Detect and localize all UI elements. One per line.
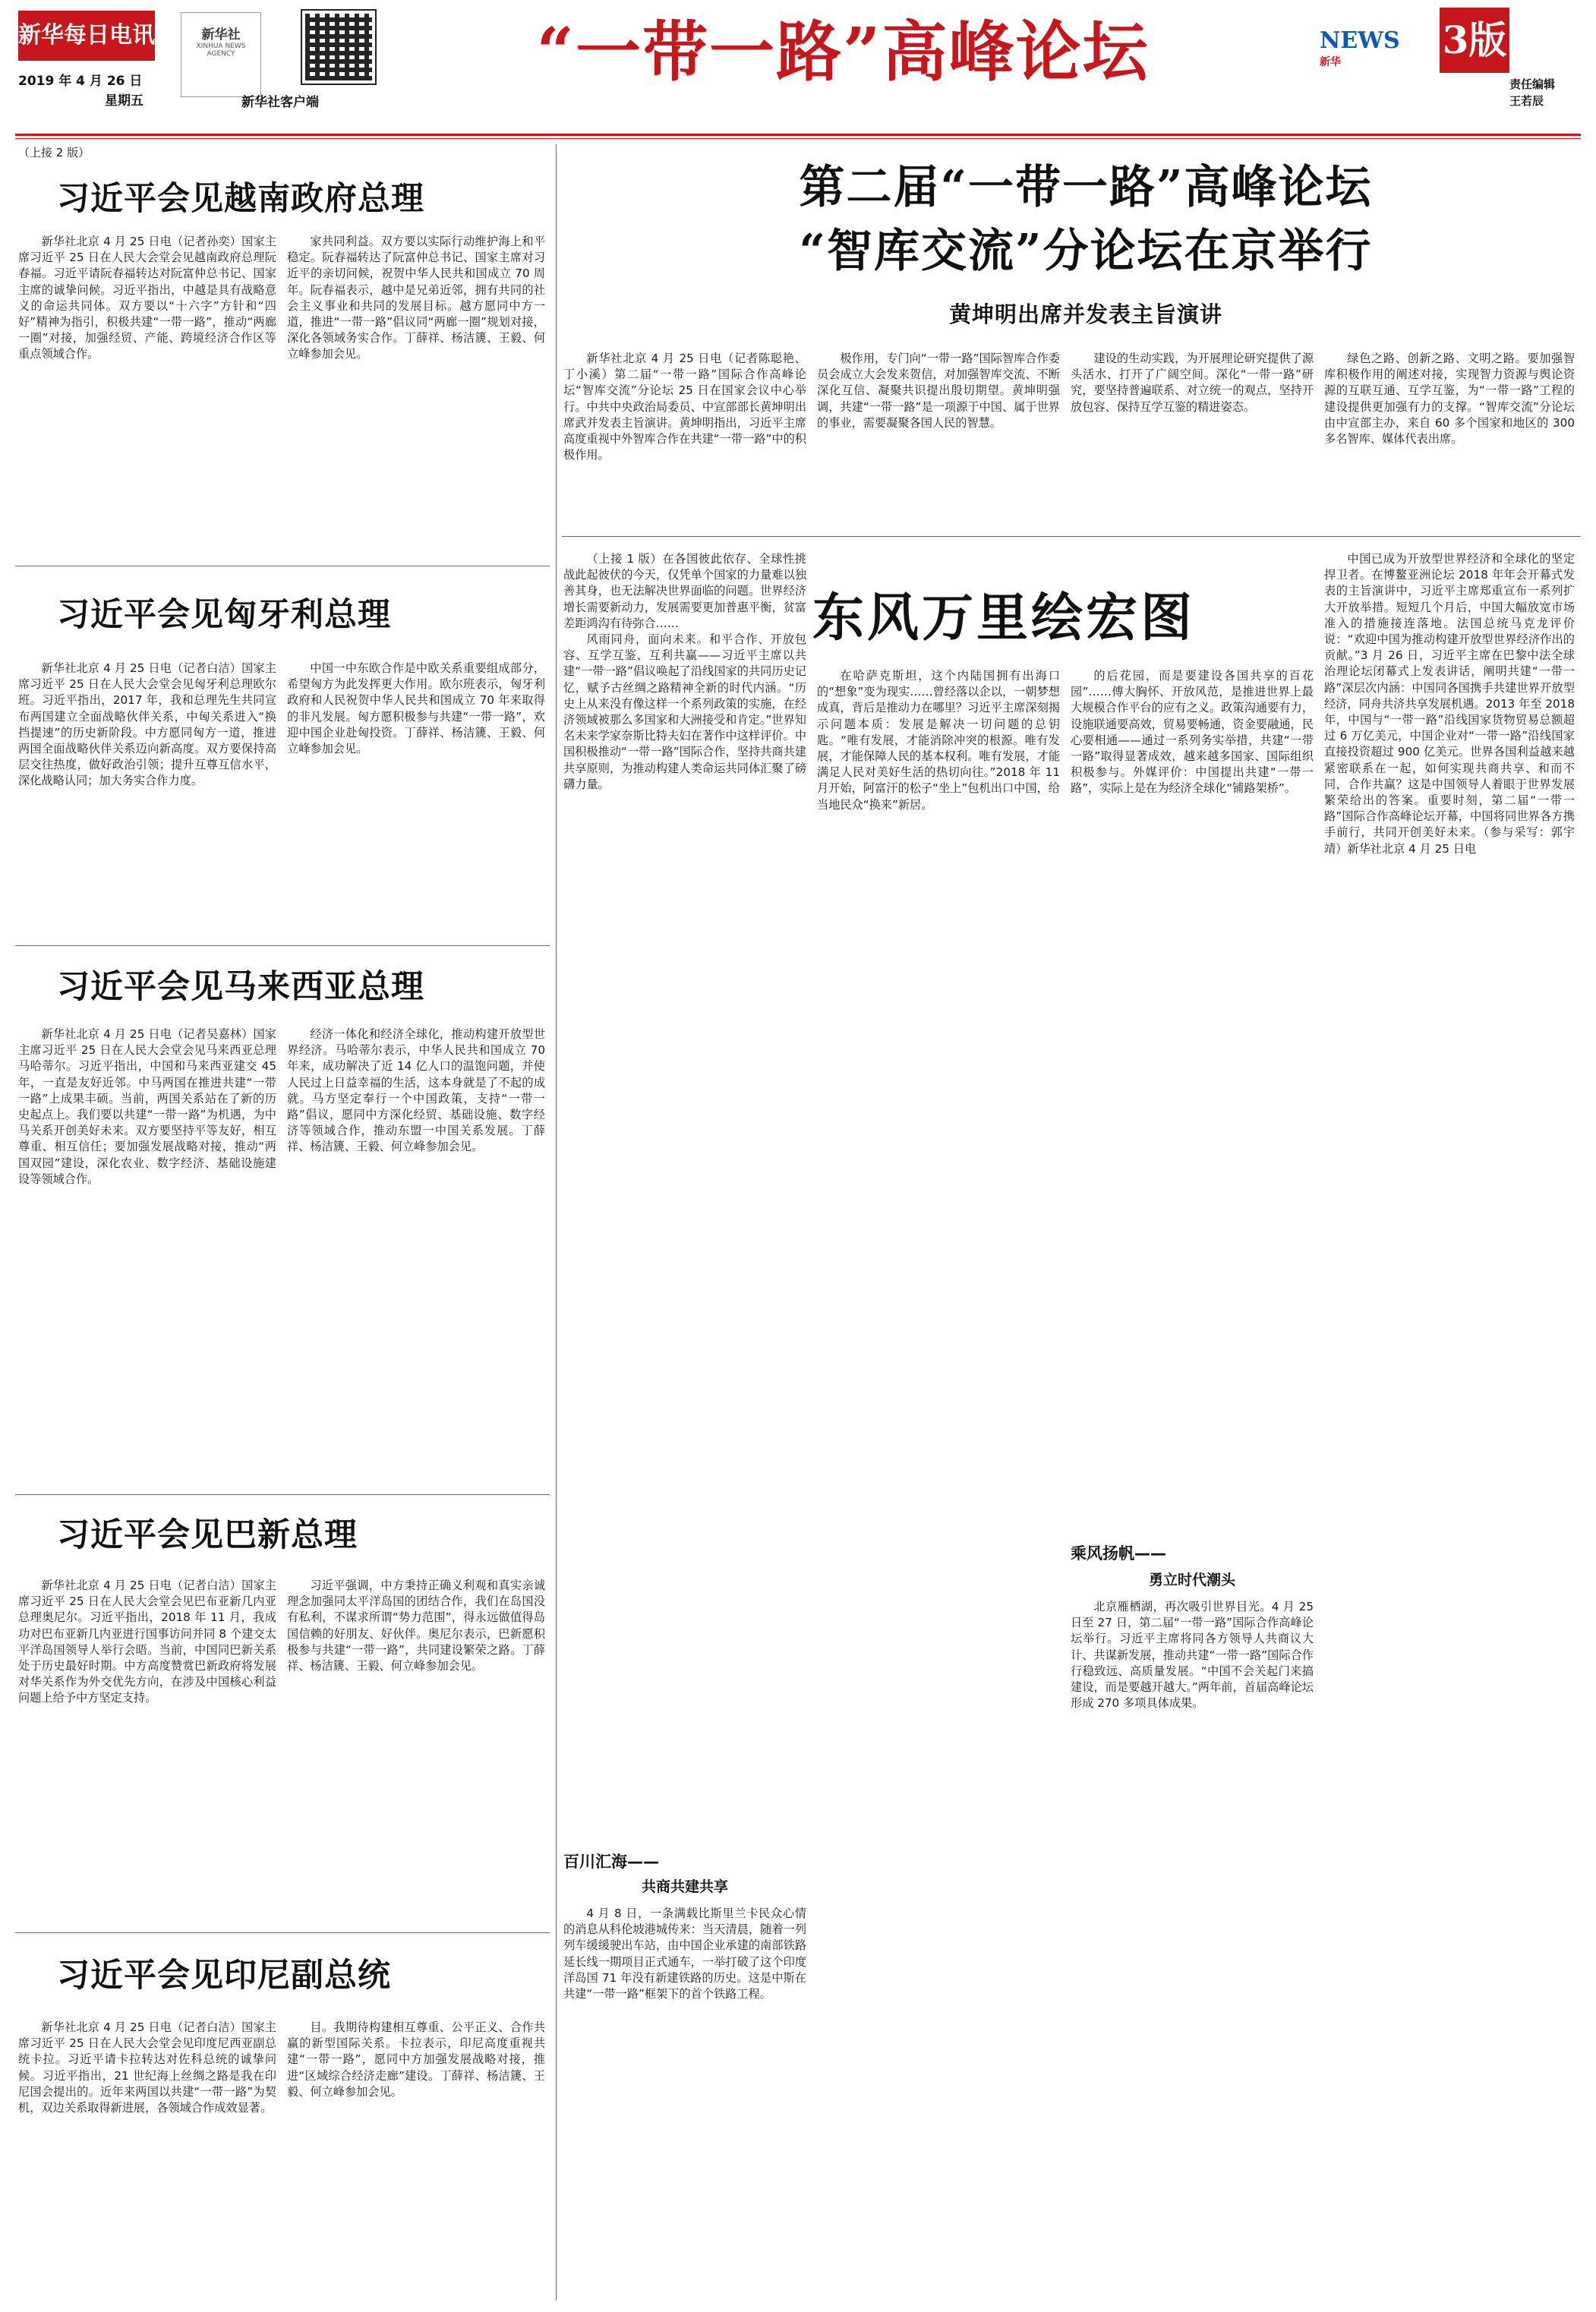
article-text: 在哈萨克斯坦，这个内陆国拥有出海口的“想象”变为现实……曾经落以企以，一朝梦想成真，背后是推动力在哪里？习近平主席深刻揭示问题本质：发展是解决一切问题的总钥匙。“唯有发展，才能消除冲突的根源。唯有发展，才能保障人民的基本权利。唯有发展，才能满足人民对美好生活的热切向往。”2018 年 11 月开始，阿富汗的松子“坐上”包机出口中国，给当地民众“换来”新居。 xyxy=(817,669,1060,812)
section-body-1 xyxy=(563,1906,806,2301)
lead-divider xyxy=(562,536,1581,537)
article-text: 中国已成为开放型世界经济和全球化的坚定捍卫者。在博鳌亚洲论坛 2018 年年会开幕式发表的主旨演讲中，习近平主席郑重宣布一系列扩大开放举措。短短几个月后，中国大幅放宽市场准入的措施接连落地。法国总统马克龙评价说：“欢迎中国为推动构建开放型世界经济作出的贡献。”3 月 26 日，习近平主席在巴黎中法全球治理论坛闭幕式上发表讲话，阐明共建“一带一路”深层次内涵：中国同各国携手共建世界开放型经济，同舟共济共享发展机遇。2013 年至 2018 年，中国与“一带一路”沿线国家货物贸易总额超过 6 万亿美元，中国企业对“一带一路”沿线国家直接投资超过 900 亿美元。世界各国利益越来越紧密联系在一起，如何实现共商共享、和而不同，合作共赢？这是中国领导人着眼于世界发展繁荣给出的答案。重要时刻，第二届“一带一路”国际合作高峰论坛开幕，中国将同世界各方携手前行，共同开创美好未来。（参与采写：郭宇靖）新华社北京 4 月 25 日电 xyxy=(1324,552,1575,856)
article-title-vietnam: 习近平会见越南政府总理 xyxy=(57,180,424,218)
article-text: 4 月 8 日，一条满载比斯里兰卡民众心情的消息从科伦坡港城传来：当天清晨，随着一列列车缓缓驶出车站，由中国企业承建的南部铁路延长线一期项目正式通车，一举打破了这个印度洋岛国 71 年没有新建铁路的历史。这是中斯在共建“一带一路”框架下的首个铁路工程。 xyxy=(563,1907,806,2001)
article-body-hungary-col1 xyxy=(18,661,276,934)
article-divider xyxy=(15,1494,550,1495)
article-body-vietnam-col1 xyxy=(18,234,276,545)
news-logo xyxy=(1320,27,1403,96)
article-text: 新华社北京 4 月 25 日电（记者吴嘉林）国家主席习近平 25 日在人民大会堂会见马来西亚总理马哈蒂尔。习近平指出，中国和马来西亚建交 45 年，一直是友好近邻。中马两国在推进共建“一带一路”上成果丰硕。当前，两国关系站在了新的历史起点上。我们要以共建“一带一路”为机遇，为中马关系开创美好未来。双方要坚持平等友好，相互尊重、相互信任；要加强发展战略对接，推动“两国双园”建设，深化农业、数字经济、基础设施建设等领域合作。 xyxy=(18,1027,276,1186)
article-text: 新华社北京 4 月 25 日电（记者白洁）国家主席习近平 25 日在人民大会堂会见巴布亚新几内亚总理奥尼尔。习近平指出，2018 年 11 月，我成功对巴布亚新几内亚进行国事访问并同 8 个建交太平洋岛国领导人举行会晤。当前，中国同巴新关系处于历史最好时期。中方高度赞赏巴新政府将发展对华关系作为外交优先方向，在涉及中国核心利益问题上给予中方坚定支持。 xyxy=(18,1579,276,1705)
section-subheading-2: 勇立时代潮头 xyxy=(1148,1572,1235,1588)
article-text: 北京雁栖湖，再次吸引世界目光。4 月 25 日至 27 日，第二届“一带一路”国际合作高峰论坛举行。习近平主席将同各方领导人共商议大计、共谋新发展，推动共建“一带一路”国际合作行稳致远、高质量发展。“中国不会关起门来搞建设，而是要越开越大。”两年前，首届高峰论坛形成 270 多项具体成果。 xyxy=(1071,1600,1314,1711)
article-body-hungary-col2 xyxy=(287,661,545,934)
editor-label: 责任编辑 xyxy=(1509,77,1556,91)
article-title-indonesia: 习近平会见印尼副总统 xyxy=(57,1957,391,1995)
article-text: 中国一中东欧合作是中欧关系重要组成部分，希望匈方为此发挥更大作用。欧尔班表示，匈牙利政府和人民祝贺中华人民共和国成立 70 年来取得的非凡发展。匈方愿积极参与共建“一带一路”，欢迎中国企业赴匈投资。丁薛祥、杨洁篪、王毅、何立峰参加会见。 xyxy=(287,661,545,756)
editor-credit xyxy=(1509,76,1585,109)
client-label: 新华社客户端 xyxy=(241,95,319,110)
article-title-png: 习近平会见巴新总理 xyxy=(57,1516,358,1554)
lead-subtitle: 黄坤明出席并发表主旨演讲 xyxy=(948,301,1222,327)
news-logo-cn: 新华 xyxy=(1320,56,1341,68)
brand-banner: 新华每日电讯 xyxy=(18,11,155,61)
article-body-vietnam-col2 xyxy=(287,234,545,545)
section-subheading-1: 共商共建共享 xyxy=(641,1878,728,1895)
feature-title: 东风万里绘宏图 xyxy=(812,588,1196,648)
lead-title-line2: “智库交流”分论坛在京举行 xyxy=(799,225,1373,278)
article-text: 绿色之路、创新之路、文明之路。要加强智库积极作用的阐述对接，实现智力资源与舆论资源的互联互通、互学互鉴，为“一带一路”工程的建设提供更加强有力的支撑。“智库交流”分论坛由中宣部主办，来自 60 多个国家和地区的 300 多名智库、媒体代表出席。 xyxy=(1324,352,1575,446)
news-logo-text: NEWS xyxy=(1320,27,1400,54)
article-text: 风雨同舟，面向未来。和平合作、开放包容、互学互鉴、互利共赢——习近平主席以共建“一带一路”倡议唤起了沿线国家的共同历史记忆，赋予古丝绸之路精神全新的时代内涵。“历史上从来没有像这样一个系列政策的实施，在经济领域被那么多国家和大洲接受和肯定。”世界知名未来学家奈斯比特夫妇在著作中这样评价。中国积极推动“一带一路”国际合作，坚持共商共建共享原则，为推动构建人类命运共同体汇聚了磅礴力量。 xyxy=(563,632,806,791)
lead-body-col3 xyxy=(1071,351,1314,525)
article-text: 建设的生动实践，为开展理论研究提供了源头活水、打开了广阔空间。深化“一带一路”研究，要坚持普遍联系、对立统一的观点，坚持开放包容、保持互学互鉴的精进姿态。 xyxy=(1071,352,1314,414)
article-body-malaysia-col1 xyxy=(18,1027,276,1482)
article-divider xyxy=(15,945,550,946)
section-heading-1: 百川汇海—— xyxy=(563,1853,659,1871)
lead-body-col1 xyxy=(563,351,806,525)
header-rule-thin xyxy=(15,138,1581,139)
article-text: 习近平强调，中方秉持正确义利观和真实亲诚理念加强同太平洋岛国的团结合作，我们在岛国没有私利，不谋求所谓“势力范围”，得永远做值得岛国信赖的好朋友、好伙伴。奥尼尔表示，巴新愿积极参与共建“一带一路”，共同建设繁荣之路。丁薛祥、杨洁篪、王毅、何立峰参加会见。 xyxy=(287,1579,545,1673)
header-rule xyxy=(15,134,1581,136)
lead-body-col2 xyxy=(817,351,1060,525)
lead-body-col4 xyxy=(1324,351,1575,525)
article-body-indonesia-col1 xyxy=(18,2020,276,2301)
editor-name: 王若辰 xyxy=(1509,94,1544,108)
article-divider xyxy=(15,1932,550,1933)
article-text: 新华社北京 4 月 25 日电（记者孙奕）国家主席习近平 25 日在人民大会堂会见越南政府总理阮春福。习近平请阮春福转达对阮富仲总书记、国家主席的诚挚问候。习近平指出，中越是具有战略意义的命运共同体。双方要以“十六字”方针和“四好”精神为指引，积极共建“一带一路”，推动“两廊一圈”对接，加强经贸、产能、跨境经济合作区等重点领域合作。 xyxy=(18,235,276,361)
issue-date: 2019 年 4 月 26 日 xyxy=(18,74,143,89)
continued-note: （上接 2 版） xyxy=(18,146,90,159)
section-heading-2: 乘风扬帆—— xyxy=(1071,1544,1166,1563)
article-text: 新华社北京 4 月 25 日电（记者白洁）国家主席习近平 25 日在人民大会堂会见印度尼西亚副总统卡拉。习近平请卡拉转达对佐科总统的诚挚问候。习近平指出，21 世纪海上丝绸之路是我在印尼国会提出的。近年来两国以共建“一带一路”为契机，双边关系取得新进展，各领域合作成效显著。 xyxy=(18,2020,276,2115)
feature-body-col4 xyxy=(1324,551,1575,2298)
page-number-badge: 3版 xyxy=(1440,8,1509,73)
article-text: （上接 1 版）在各国彼此依存、全球性挑战此起彼伏的今天，仅凭单个国家的力量难以独善其身，也无法解决世界面临的问题。世界经济增长需要新动力，发展需要更加普惠平衡，贫富差距鸿沟有待弥合…… xyxy=(563,552,806,630)
feature-body-col3 xyxy=(1071,668,1314,1519)
xinhua-logo-cn: 新华社 xyxy=(201,27,241,43)
page-masthead: “一带一路”高峰论坛 xyxy=(536,14,1150,90)
article-text: 的后花园，而是要建设各国共享的百花园”……傅大胸怀、开放风范，是推进世界上最大规模合作平台的应有之义。政策沟通要有力，设施联通要高效，贸易要畅通，资金要融通，民心要相通——通过一系列务实举措，共建“一带一路”取得显著成效，越来越多国家、国际组织积极参与。外媒评价：中国提出共建“一带一路”，实际上是在为经济全球化“铺路架桥”。 xyxy=(1071,669,1314,796)
article-text: 家共同利益。双方要以实际行动维护海上和平稳定。阮春福转达了阮富仲总书记、国家主席对习近平的亲切问候，祝贺中华人民共和国成立 70 周年。阮春福表示，越中是兄弟近邻，拥有共同的社会主义事业和共同的发展目标。越方愿同中方一道，推进“一带一路”倡议同“两廊一圈”规划对接，深化各领域务实合作。丁薛祥、杨洁篪、王毅、何立峰参加会见。 xyxy=(287,235,545,361)
article-title-malaysia: 习近平会见马来西亚总理 xyxy=(57,968,424,1006)
article-text: 经济一体化和经济全球化，推动构建开放型世界经济。马哈蒂尔表示，中华人民共和国成立 70 年来，成功解决了近 14 亿人口的温饱问题，并使人民过上日益幸福的生活，这本身就是了不起的成就。马方坚定奉行一个中国政策，支持“一带一路”倡议，愿同中方深化经贸、基础设施、数字经济等领域合作，推动东盟一中国关系发展。丁薛祥、杨洁篪、王毅、何立峰参加会见。 xyxy=(287,1027,545,1154)
article-text: 极作用，专门向“一带一路”国际智库合作委员会成立大会发来贺信，对加强智库交流、不断深化互信、凝聚共识提出殷切期望。黄坤明强调，共建“一带一路”是一项源于中国、属于世界的事业，需要凝聚各国人民的智慧。 xyxy=(817,352,1060,430)
xinhua-logo xyxy=(181,12,261,97)
xinhua-logo-en: XINHUA NEWS AGENCY xyxy=(196,43,246,58)
column-divider xyxy=(556,144,557,2301)
article-body-png-col1 xyxy=(18,1578,276,1919)
article-text: 目。我期待构建相互尊重、公平正义、合作共赢的新型国际关系。卡拉表示，印尼高度重视共建“一带一路”，愿同中方加强发展战略对接，推进“区域综合经济走廊”建设。丁薛祥、杨洁篪、王毅、何立峰参加会见。 xyxy=(287,2020,545,2099)
section-body-2 xyxy=(1071,1599,1314,2298)
lead-title-line1: 第二届“一带一路”高峰论坛 xyxy=(799,161,1373,214)
issue-weekday: 星期五 xyxy=(105,93,144,109)
feature-body-col2 xyxy=(817,668,1060,1716)
qr-code-icon[interactable] xyxy=(302,11,375,84)
article-title-hungary: 习近平会见匈牙利总理 xyxy=(57,596,391,634)
article-text: 新华社北京 4 月 25 日电（记者陈聪艳、丁小溪）第二届“一带一路”国际合作高峰论坛“智库交流”分论坛 25 日在国家会议中心举行。中共中央政治局委员、中宣部部长黄坤明出席武并发表主旨演讲。黄坤明指出，习近平主席高度重视中外智库合作在共建“一带一路”中的积极作用。 xyxy=(563,352,806,462)
article-body-indonesia-col2 xyxy=(287,2020,545,2301)
article-body-malaysia-col2 xyxy=(287,1027,545,1482)
article-body-png-col2 xyxy=(287,1578,545,1919)
article-text: 新华社北京 4 月 25 日电（记者白洁）国家主席习近平 25 日在人民大会堂会见匈牙利总理欧尔班。习近平指出，2017 年，我和总理先生共同宣布两国建立全面战略伙伴关系，中匈关系进入“换挡提速”的历史新阶段。中方愿同匈方一道，推进两国全面战略伙伴关系迈向新高度。双方要保持高层交往热度，做好政治引领；提升互尊互信水平，深化战略认同；加大务实合作力度。 xyxy=(18,661,276,788)
